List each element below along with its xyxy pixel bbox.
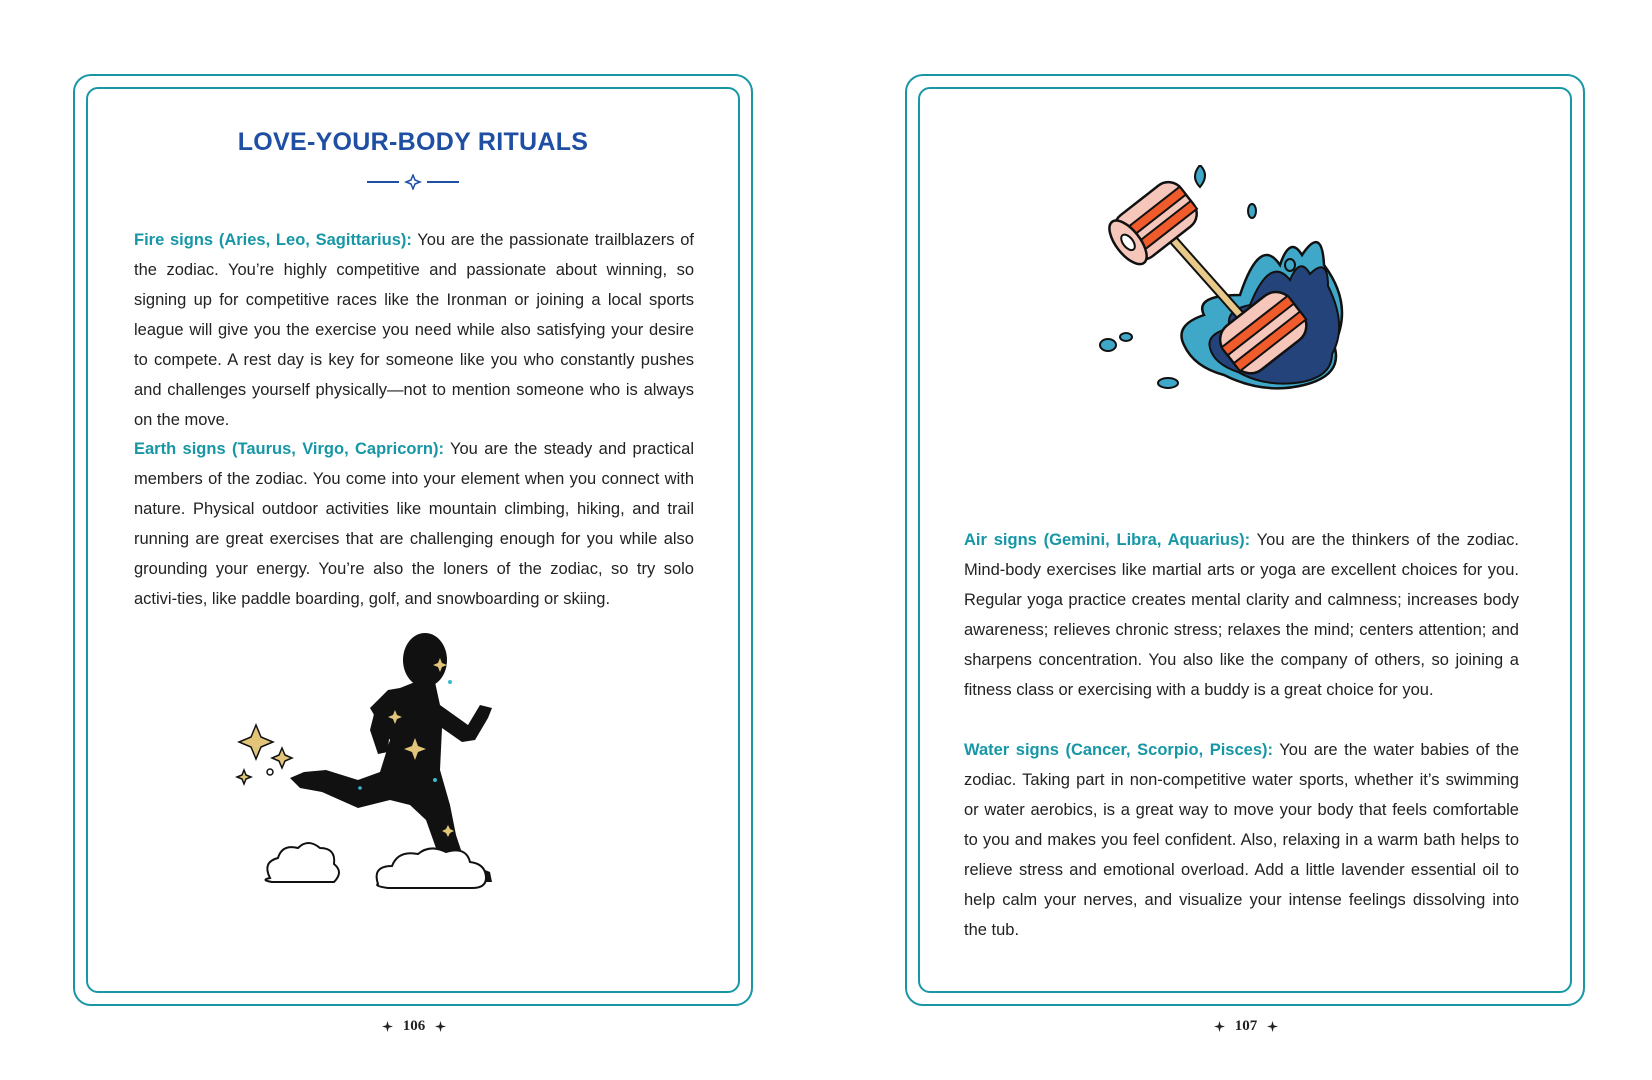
- sparkle-star-icon: [435, 1021, 446, 1032]
- earth-signs-paragraph: [134, 434, 694, 614]
- page-number-right: [1186, 1018, 1306, 1035]
- page-title: LOVE-YOUR-BODY RITUALS: [237, 128, 589, 156]
- sparkle-star-icon: [382, 1021, 393, 1032]
- dumbbell-splash-illustration: [1090, 165, 1390, 425]
- earth-signs-heading: Earth signs (Taurus, Virgo, Capricorn):: [134, 440, 444, 458]
- air-signs-body: You are the thinkers of the zodiac. Mind-body exercises like martial arts or yoga are excellent choices for you. Regular yoga practice creates mental clarity and calmness; increases body awareness; relieves chronic stress; relaxes the mind; centers attention; and sharpens concentration. You also like the company of others, so joining a fitness class or exercising with a buddy is a great choice for you.: [964, 531, 1519, 699]
- water-signs-body: You are the water babies of the zodiac. Taking part in non-competitive water sports, whether it’s swimming or water aerobics, is a great way to move your body that feels comfortable to you and makes you feel confident. Also, relaxing in a warm bath helps to relieve stress and emotional overload. Add a little lavender essential oil to help calm your nerves, and visualize your intense feelings dissolving into the tub.: [964, 741, 1519, 939]
- earth-signs-body: You are the steady and practical members of the zodiac. You come into your element when you connect with nature. Physical outdoor activities like mountain climbing, hiking, and trail running are great exercises that are challenging enough for you while also grounding your energy. You’re also the loners of the zodiac, so try solo activi-ties, like paddle boarding, golf, and snowboarding or skiing.: [134, 440, 694, 608]
- fire-signs-body: You are the passionate trailblazers of the zodiac. You’re highly competitive and passionate about winning, so signing up for competitive races like the Ironman or joining a local sports league will give you the exercise you need while also satisfying your desire to compete. A rest day is key for someone like you who constantly pushes and challenges yourself physically—not to mention someone who is always on the move.: [134, 231, 694, 429]
- water-signs-heading: Water signs (Cancer, Scorpio, Pisces):: [964, 741, 1274, 759]
- sparkle-star-icon: [1267, 1021, 1278, 1032]
- fire-signs-paragraph: [134, 225, 694, 435]
- page-number-left: [354, 1018, 474, 1035]
- page-number-106: 106: [402, 1018, 426, 1034]
- air-signs-heading: Air signs (Gemini, Libra, Aquarius):: [964, 531, 1251, 549]
- sparkle-star-icon: [406, 175, 420, 189]
- sparkle-star-icon: [1214, 1021, 1225, 1032]
- title-divider: [365, 174, 461, 190]
- running-figure-illustration: [230, 630, 570, 940]
- air-signs-paragraph: [964, 525, 1519, 705]
- water-signs-paragraph: [964, 735, 1519, 945]
- page-number-107: 107: [1234, 1018, 1258, 1034]
- fire-signs-heading: Fire signs (Aries, Leo, Sagittarius):: [134, 231, 412, 249]
